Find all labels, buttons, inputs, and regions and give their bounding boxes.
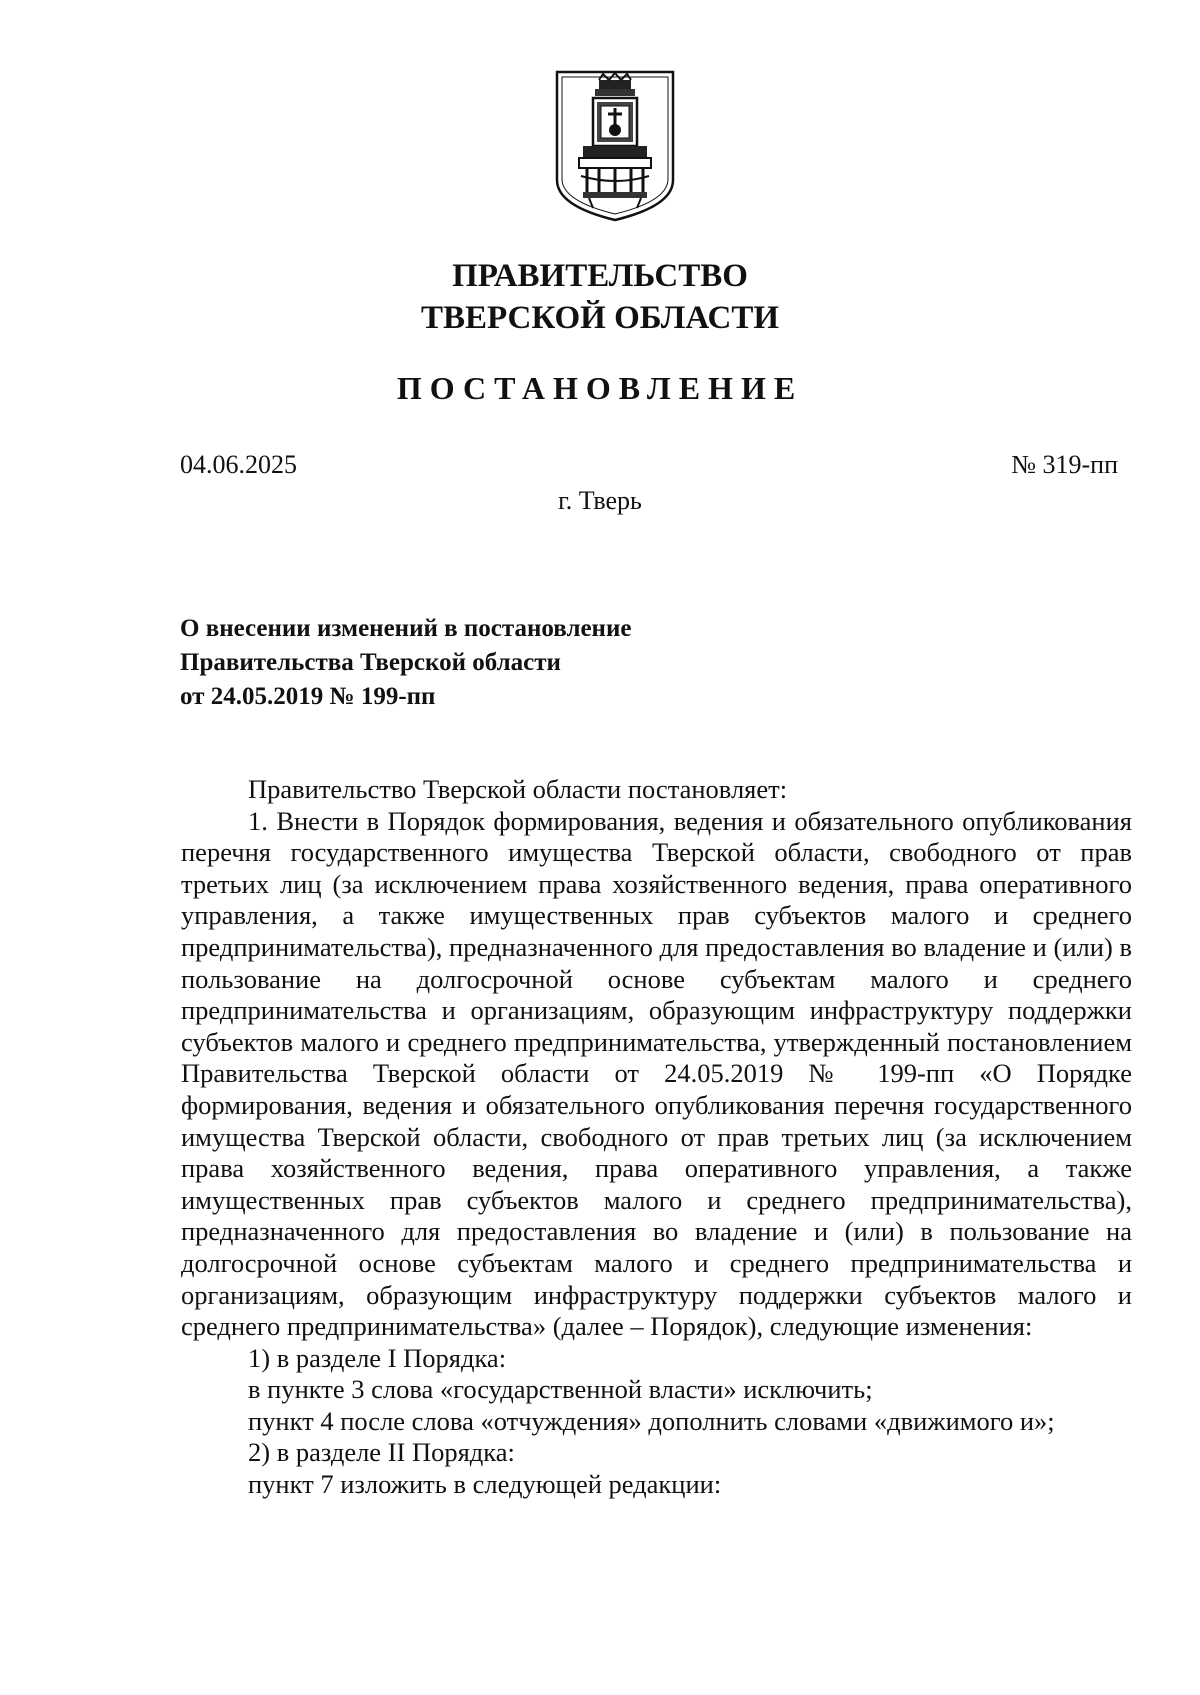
authority-line-1: ПРАВИТЕЛЬСТВО	[452, 258, 748, 294]
tver-coat-of-arms-icon	[553, 68, 677, 224]
body-subitem-1: 1) в разделе I Порядка:	[248, 1342, 507, 1373]
body-subitem-2a: пункт 7 изложить в следующей редакции:	[248, 1469, 722, 1500]
subject-line-3: от 24.05.2019 № 199-пп	[180, 683, 436, 710]
subject-line-2: Правительства Тверской области	[180, 649, 561, 676]
body-subitem-1a: в пункте 3 слова «государственной власти» исключить;	[248, 1374, 873, 1405]
body-subitem-1b: пункт 4 после слова «отчуждения» дополнить словами «движимого и»;	[248, 1405, 1055, 1436]
document-date: 04.06.2025	[180, 450, 297, 479]
authority-line-2: ТВЕРСКОЙ ОБЛАСТИ	[420, 300, 780, 336]
document-type: ПОСТАНОВЛЕНИЕ	[396, 370, 804, 406]
body-item-1: 1. Внести в Порядок формирования, ведения и обязательного опубликования перечня государственного имущества Тверской области, свободного от прав третьих лиц (за исключением права хозяйственного ведения, права оперативного управления, а также имущественных прав субъектов малого и среднего предпринимательства), предназначенного для предоставления во владение и (или) в пользование на долгосрочной основе субъектам малого и среднего предпринимательства и организациям, образующим инфраструктуру поддержки субъектов малого и среднего предпринимательства, утвержденный постановлением Правительства Тверской области от 24.05.2019 № 199-пп «О Порядке формирования, ведения и обязательного опубликования перечня государственного имущества Тверской области, свободного от прав третьих лиц (за исключением права хозяйственного ведения, права оперативного управления, а также имущественных прав субъектов малого и среднего предпринимательства), предназначенного для предоставления во владение и (или) в пользование на долгосрочной основе субъектам малого и среднего предпринимательства и организациям, образующим инфраструктуру поддержки субъектов малого и среднего предпринимательства» (далее – Порядок), следующие изменения:	[181, 805, 1132, 1342]
document-city: г. Тверь	[558, 486, 642, 515]
issuing-authority	[0, 255, 1200, 339]
body-subitem-2: 2) в разделе II Порядка:	[248, 1437, 515, 1468]
body-intro: Правительство Тверской области постановляет:	[248, 774, 788, 804]
document-number: № 319-пп	[1011, 450, 1118, 479]
document-subject	[180, 612, 631, 714]
document-body	[181, 774, 1132, 1501]
subject-line-1: О внесении изменений в постановление	[180, 615, 632, 642]
